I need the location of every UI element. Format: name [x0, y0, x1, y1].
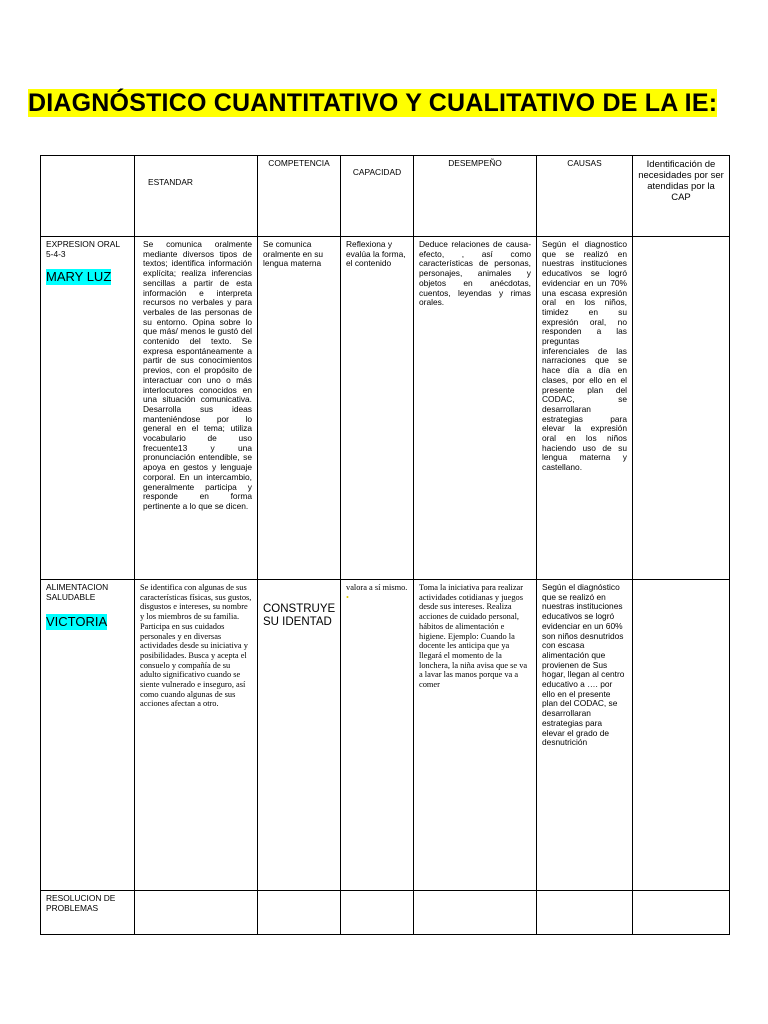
- capacidad-cell: Reflexiona y evalúa la forma, el contenido: [341, 237, 414, 580]
- header-estandar: ESTANDAR: [135, 156, 258, 237]
- capacidad-cell: valora a sí mismo. •: [341, 580, 414, 891]
- area-cell: [41, 237, 135, 580]
- table-row: [41, 237, 730, 580]
- header-row: [41, 156, 730, 237]
- desempeno-cell: Deduce relaciones de causa-efecto, , así como características de personas, personajes, animales y objetos en anécdotas, cuentos, leyendas y rimas orales.: [414, 237, 537, 580]
- estandar-cell: Se comunica oralmente mediante diversos tipos de textos; identifica información explícita; realiza inferencias sencillas a partir de esta información e interpreta recursos no verbales y para verbales de las personas de su entorno. Opina sobre lo que más/ menos le gustó del contenido del texto. Se expresa espontáneamente a partir de sus conocimientos previos, con el propósito de interactuar con uno o más interlocutores conocidos en una situación comunicativa. Desarrolla sus ideas manteniéndose por lo general en el tema; utiliza vocabulario de uso frecuente13 y una pronunciación entendible, se apoya en gestos y lenguaje corporal. En un intercambio, generalmente participa y responde en forma pertinente a lo que se dicen.: [135, 237, 258, 580]
- causas-cell: Según el diagnóstico que se realizó en nuestras instituciones educativos se logró evidenciar en un 60% son niños desnutridos con escasa alimentación que provienen de Sus hogar, llegan al centro educativo a …. por ello en el presente plan del CODAC, se desarrollaran estrategias para elevar el grado de desnutrición: [537, 580, 633, 891]
- area-cell: [41, 891, 135, 935]
- header-empty: [41, 156, 135, 237]
- area-label: RESOLUCION DE PROBLEMAS: [46, 893, 116, 913]
- identificacion-cell: [633, 580, 730, 891]
- desempeno-cell: [414, 891, 537, 935]
- competencia-cell: CONSTRUYE SU IDENTAD: [258, 580, 341, 891]
- identificacion-cell: [633, 891, 730, 935]
- competencia-cell: Se comunica oralmente en su lengua materna: [258, 237, 341, 580]
- causas-cell: Según el diagnostico que se realizó en nuestras instituciones educativos se logró evidenciar en un 70% una escasa expresión oral en los niños, timidez en su expresión oral, no responden a las preguntas inferenciales de las narraciones que se hace día a día en clases, por ello en el presente plan del CODAC, se desarrollaran estrategias para elevar la expresión oral en los niños haciendo uso de su lengua materna y castellano.: [537, 237, 633, 580]
- area-label: ALIMENTACION SALUDABLE: [46, 582, 109, 602]
- header-desempeno: DESEMPEÑO: [414, 156, 537, 237]
- estandar-cell: Se identifica con algunas de sus características físicas, sus gustos, disgustos e intereses, su nombre y los miembros de su familia. Participa en sus cuidados personales y en diversas actividades desde su iniciativa y posibilidades. Busca y acepta el consuelo y compañía de su adulto significativo cuando se siente vulnerado e inseguro, así como cuando algunas de sus acciones afectan a otro.: [135, 580, 258, 891]
- header-competencia: COMPETENCIA: [258, 156, 341, 237]
- capacidad-cell: [341, 891, 414, 935]
- competencia-cell: [258, 891, 341, 935]
- bullet-mark: •: [346, 592, 349, 602]
- header-identificacion: Identificación de necesidades por ser atendidas por la CAP: [633, 156, 730, 237]
- area-cell: [41, 580, 135, 891]
- area-label: EXPRESION ORAL: [46, 239, 121, 249]
- table-row: [41, 580, 730, 891]
- header-causas: CAUSAS: [537, 156, 633, 237]
- page-title: DIAGNÓSTICO CUANTITATIVO Y CUALITATIVO DE LA IE:: [28, 89, 718, 117]
- header-capacidad: CAPACIDAD: [341, 156, 414, 237]
- identificacion-cell: [633, 237, 730, 580]
- area-code: 5-4-3: [46, 248, 66, 259]
- diagnostic-table: [40, 155, 730, 935]
- desempeno-cell: Toma la iniciativa para realizar actividades cotidianas y juegos desde sus intereses. Realiza acciones de cuidado personal, hábitos de alimentación e higiene. Ejemplo: Cuando la docente les anticipa que ya llegará el momento de la lonchera, la niña avisa que se va a lavar las manos porque va a comer: [414, 580, 537, 891]
- student-name: MARY LUZ: [46, 269, 112, 285]
- table-row: [41, 891, 730, 935]
- causas-cell: [537, 891, 633, 935]
- estandar-cell: [135, 891, 258, 935]
- student-name: VICTORIA: [46, 614, 108, 630]
